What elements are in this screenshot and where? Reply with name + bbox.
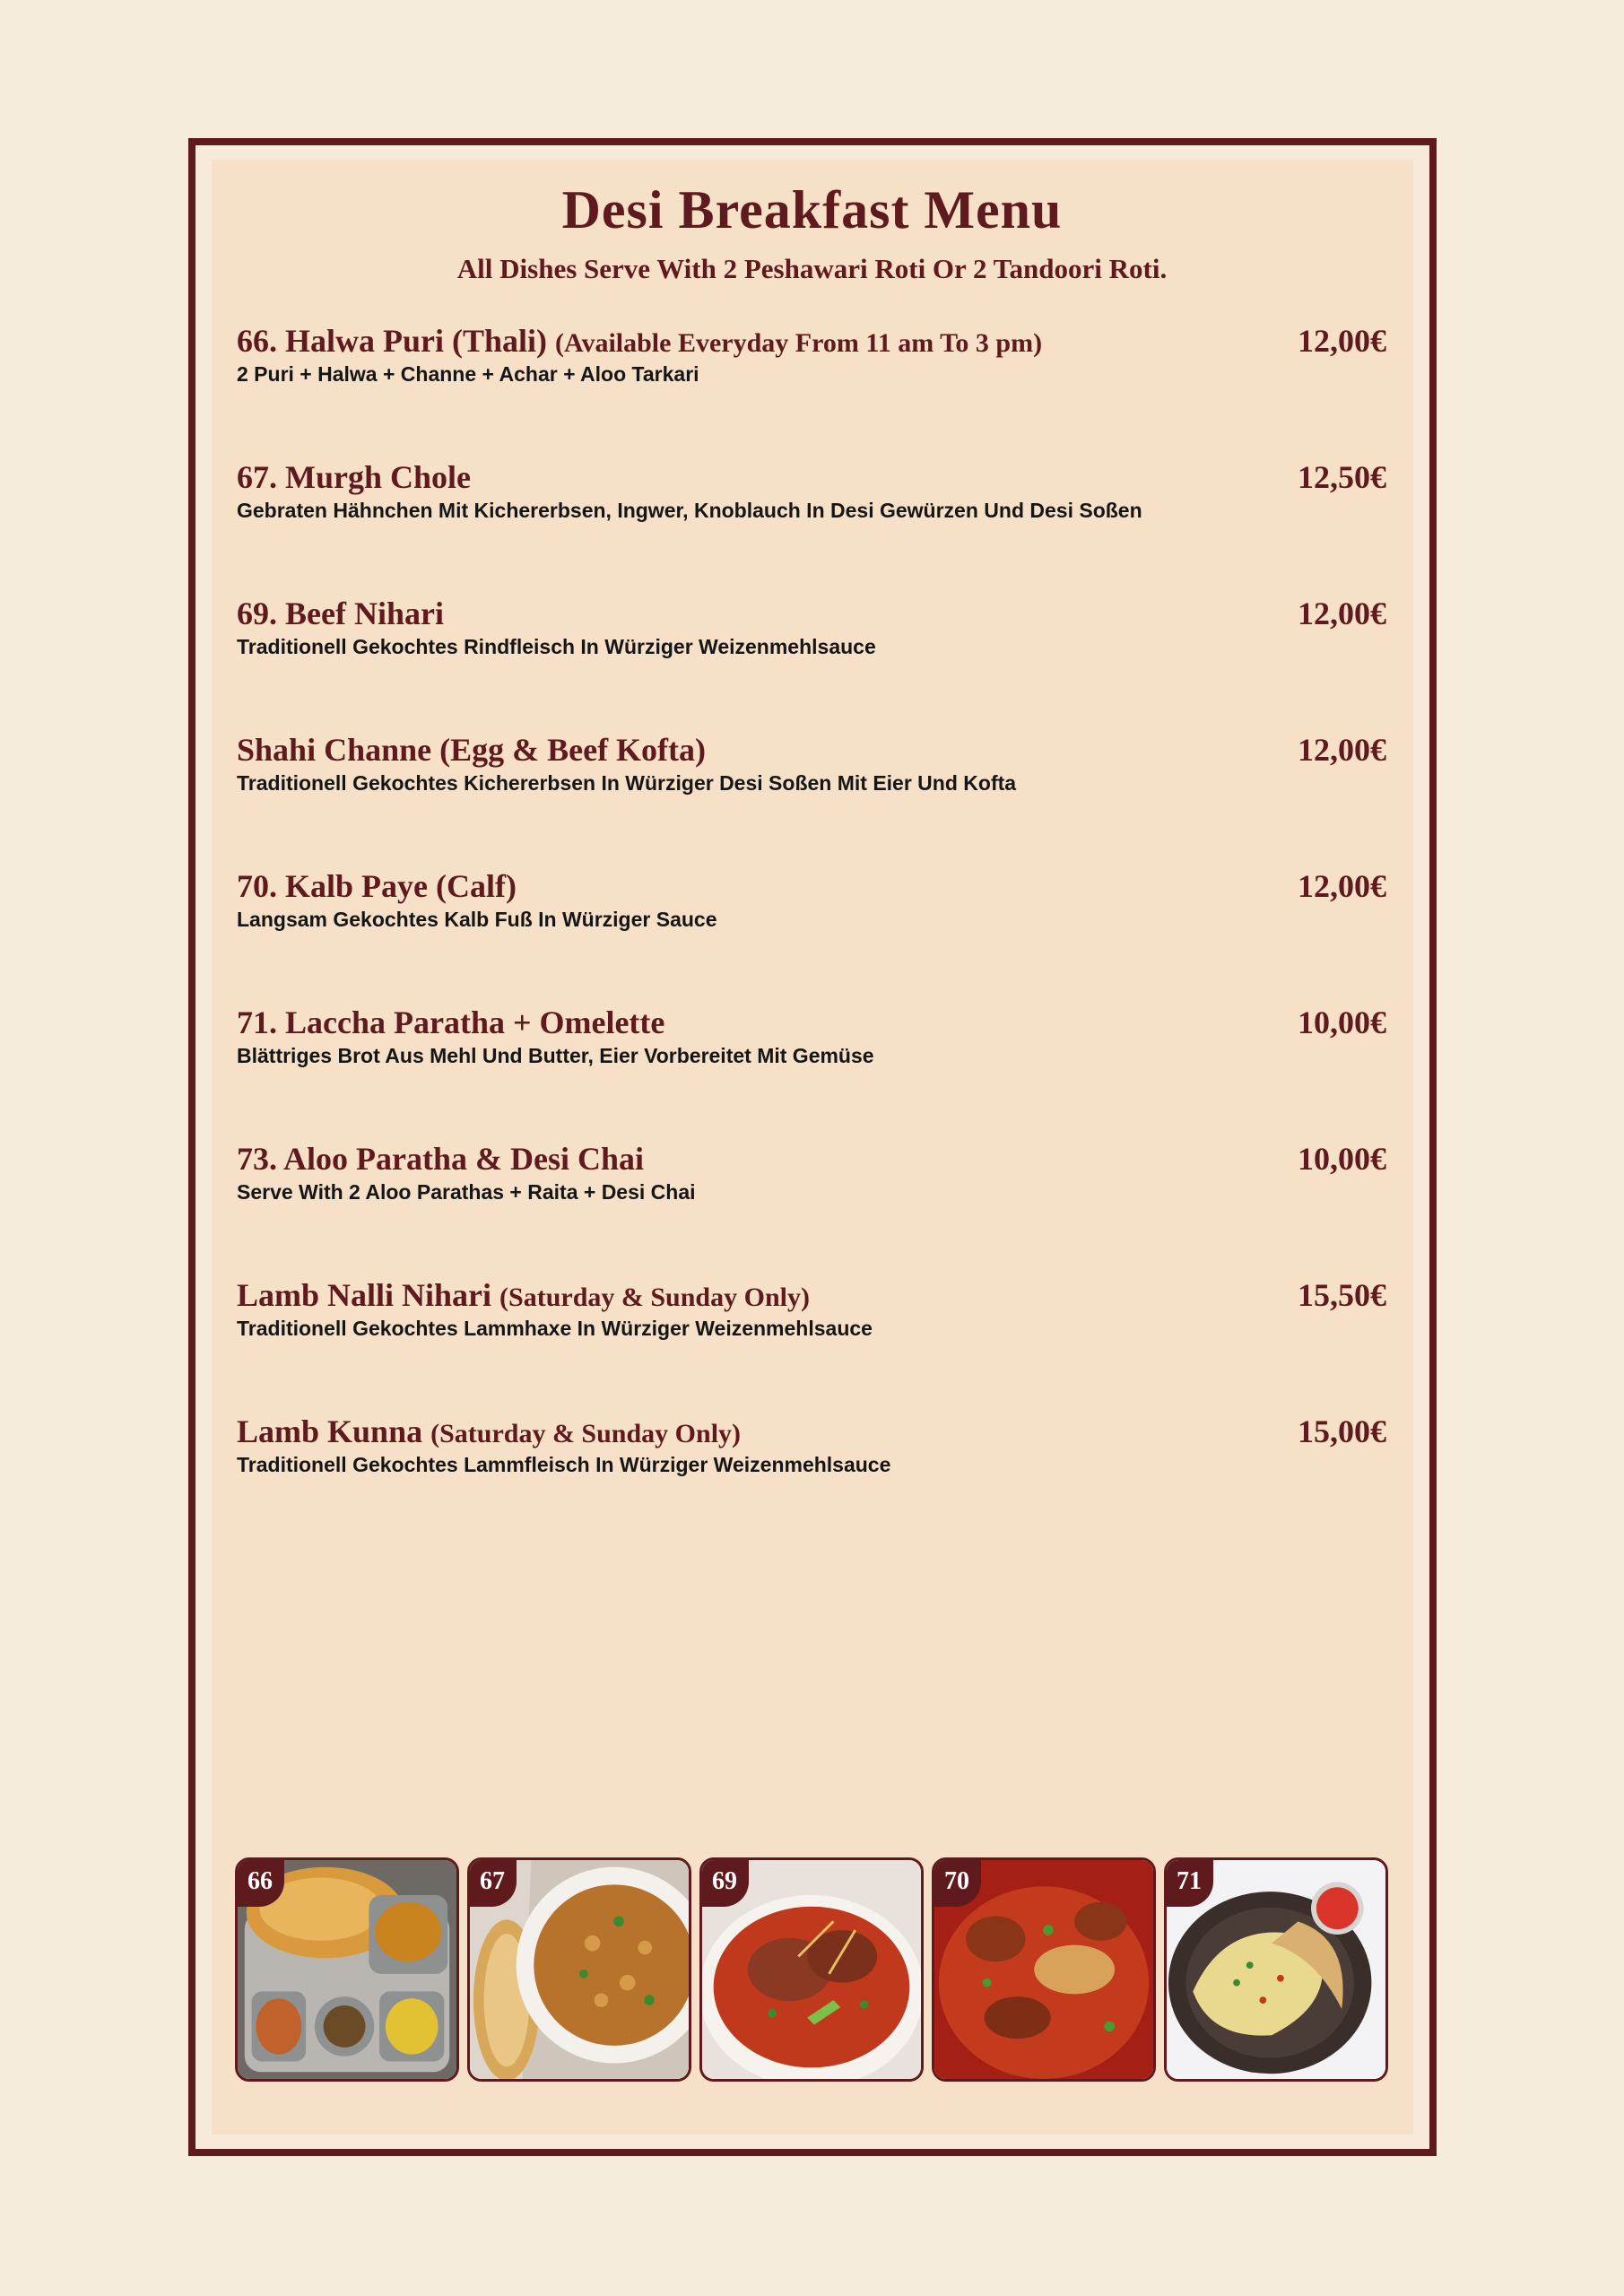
item-description: Blättriges Brot Aus Mehl Und Butter, Eier Vorbereitet Mit Gemüse (237, 1044, 874, 1067)
menu-item (237, 1003, 1386, 1083)
photo-badge: 70 (932, 1857, 981, 1907)
item-name: 73. Aloo Paratha & Desi Chai (237, 1141, 644, 1177)
menu-subtitle: All Dishes Serve With 2 Peshawari Roti Or 2 Tandoori Roti. (456, 253, 1168, 284)
photo-badge: 67 (467, 1857, 517, 1907)
item-description: Traditionell Gekochtes Rindfleisch In Würziger Weizenmehlsauce (237, 635, 876, 658)
menu-item (237, 1139, 1386, 1220)
item-price: 15,00€ (1298, 1413, 1386, 1449)
item-description: Traditionell Gekochtes Kichererbsen In Würziger Desi Soßen Mit Eier Und Kofta (237, 771, 1017, 795)
murgh-chole-photo (467, 1857, 691, 2082)
item-note: (Available Everyday From 11 am To 3 pm) (555, 328, 1043, 358)
kalb-paye-photo (932, 1857, 1156, 2082)
photo-badge: 71 (1164, 1857, 1213, 1907)
photo-badge: 66 (235, 1857, 284, 1907)
item-description: Traditionell Gekochtes Lammhaxe In Würziger Weizenmehlsauce (237, 1317, 873, 1340)
item-note: (Saturday & Sunday Only) (499, 1283, 810, 1312)
item-description: 2 Puri + Halwa + Channe + Achar + Aloo Tarkari (237, 362, 699, 386)
menu-item (237, 1412, 1386, 1492)
item-name: Lamb Kunna (Saturday & Sunday Only) (237, 1413, 742, 1449)
beef-nihari-photo (699, 1857, 924, 2082)
item-description: Serve With 2 Aloo Parathas + Raita + Desi Chai (237, 1180, 696, 1204)
menu-item (237, 594, 1386, 674)
paratha-omelette-photo (1164, 1857, 1388, 2082)
item-name: 69. Beef Nihari (237, 596, 444, 631)
item-description: Traditionell Gekochtes Lammfleisch In Würziger Weizenmehlsauce (237, 1453, 891, 1476)
item-price: 12,00€ (1298, 732, 1386, 768)
item-price: 12,50€ (1298, 459, 1386, 495)
menu-item (237, 1275, 1386, 1356)
item-note: (Saturday & Sunday Only) (430, 1419, 742, 1448)
item-price: 12,00€ (1298, 596, 1386, 631)
item-name: Lamb Nalli Nihari (Saturday & Sunday Only) (237, 1277, 810, 1313)
item-price: 15,50€ (1298, 1277, 1386, 1313)
item-price: 10,00€ (1298, 1004, 1386, 1040)
item-name: 67. Murgh Chole (237, 459, 471, 495)
item-description: Langsam Gekochtes Kalb Fuß In Würziger Sauce (237, 908, 717, 931)
item-name: 70. Kalb Paye (Calf) (237, 868, 517, 904)
menu-item (237, 457, 1386, 538)
photo-badge: 69 (699, 1857, 749, 1907)
menu-item (237, 730, 1386, 811)
menu-title: Desi Breakfast Menu (561, 180, 1063, 239)
item-name: Shahi Channe (Egg & Beef Kofta) (237, 732, 707, 768)
item-description: Gebraten Hähnchen Mit Kichererbsen, Ingwer, Knoblauch In Desi Gewürzen Und Desi Soßen (237, 499, 1142, 522)
item-price: 12,00€ (1298, 323, 1386, 359)
photo-gallery (235, 1857, 1388, 2083)
menu-item (237, 866, 1386, 947)
item-name: 66. Halwa Puri (Thali) (Available Everyday From 11 am To 3 pm) (237, 323, 1043, 359)
halwa-puri-thali-photo (235, 1857, 459, 2082)
item-price: 10,00€ (1298, 1141, 1386, 1177)
item-name: 71. Laccha Paratha + Omelette (237, 1004, 665, 1040)
menu-item (237, 321, 1386, 402)
item-price: 12,00€ (1298, 868, 1386, 904)
